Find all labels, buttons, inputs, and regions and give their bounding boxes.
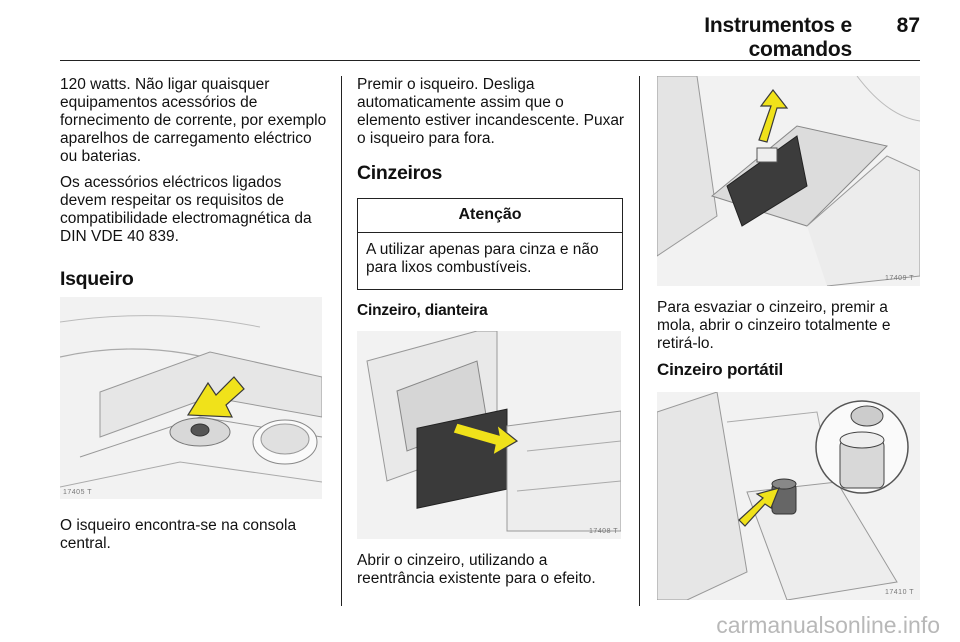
section-title: Instrumentos e comandos — [704, 14, 852, 61]
figure-portable-ashtray — [657, 392, 920, 600]
yellow-arrow-icon — [759, 90, 787, 142]
figure-number: 17405 T — [63, 489, 93, 496]
notice-title: Atenção — [358, 199, 622, 233]
caption: O isqueiro encontra-se na consola central. — [60, 517, 297, 552]
column-2 — [357, 76, 625, 182]
heading-ashtrays: Cinzeiros — [357, 162, 443, 184]
portable-ashtray-illustration — [657, 392, 920, 600]
ashtray-remove-illustration — [657, 76, 920, 286]
front-ashtray-illustration — [357, 331, 621, 539]
paragraph: Para esvaziar o cinzeiro, premir a mola, abrir o cinzeiro totalmente e retirá-lo. — [657, 299, 891, 352]
paragraph: Os acessórios eléctricos ligados devem respeitar os requisitos de compatibilidade electromagnética da DIN VDE 40 839. — [60, 174, 312, 245]
figure-number: 17410 T — [885, 589, 915, 596]
caption-lighter-block — [60, 517, 330, 561]
column-divider-2 — [639, 76, 640, 606]
figure-number: 17408 T — [589, 528, 619, 535]
header-rule — [60, 60, 920, 61]
caption: Abrir o cinzeiro, utilizando a reentrância existente para o efeito. — [357, 552, 596, 587]
column-1 — [60, 76, 330, 288]
figure-ashtray-remove — [657, 76, 920, 286]
page-number: 87 — [896, 14, 920, 37]
column-3-text — [657, 299, 922, 379]
lighter-illustration — [60, 297, 322, 499]
figure-front-ashtray — [357, 331, 621, 539]
subheading-front-ashtray: Cinzeiro, dianteira — [357, 302, 488, 319]
paragraph: Premir o isqueiro. Desliga automaticamente assim que o elemento estiver incandescente. Puxar o isqueiro para fora. — [357, 76, 625, 147]
paragraph: 120 watts. Não ligar quaisquer equipamentos acessórios de fornecimento de corrente, por exemplo aparelhos de carregamento eléctrico ou baterias. — [60, 76, 327, 165]
caption-front-ashtray-block — [357, 552, 625, 596]
notice-text: A utilizar apenas para cinza e não para lixos combustíveis. — [366, 241, 599, 276]
figure-lighter — [60, 297, 322, 499]
heading-lighter: Isqueiro — [60, 268, 134, 290]
column-divider-1 — [341, 76, 342, 606]
notice-box — [357, 198, 623, 290]
figure-number: 17409 T — [885, 275, 915, 282]
subheading-portable-ashtray: Cinzeiro portátil — [657, 360, 783, 379]
watermark: carmanualsonline.info — [716, 612, 940, 638]
